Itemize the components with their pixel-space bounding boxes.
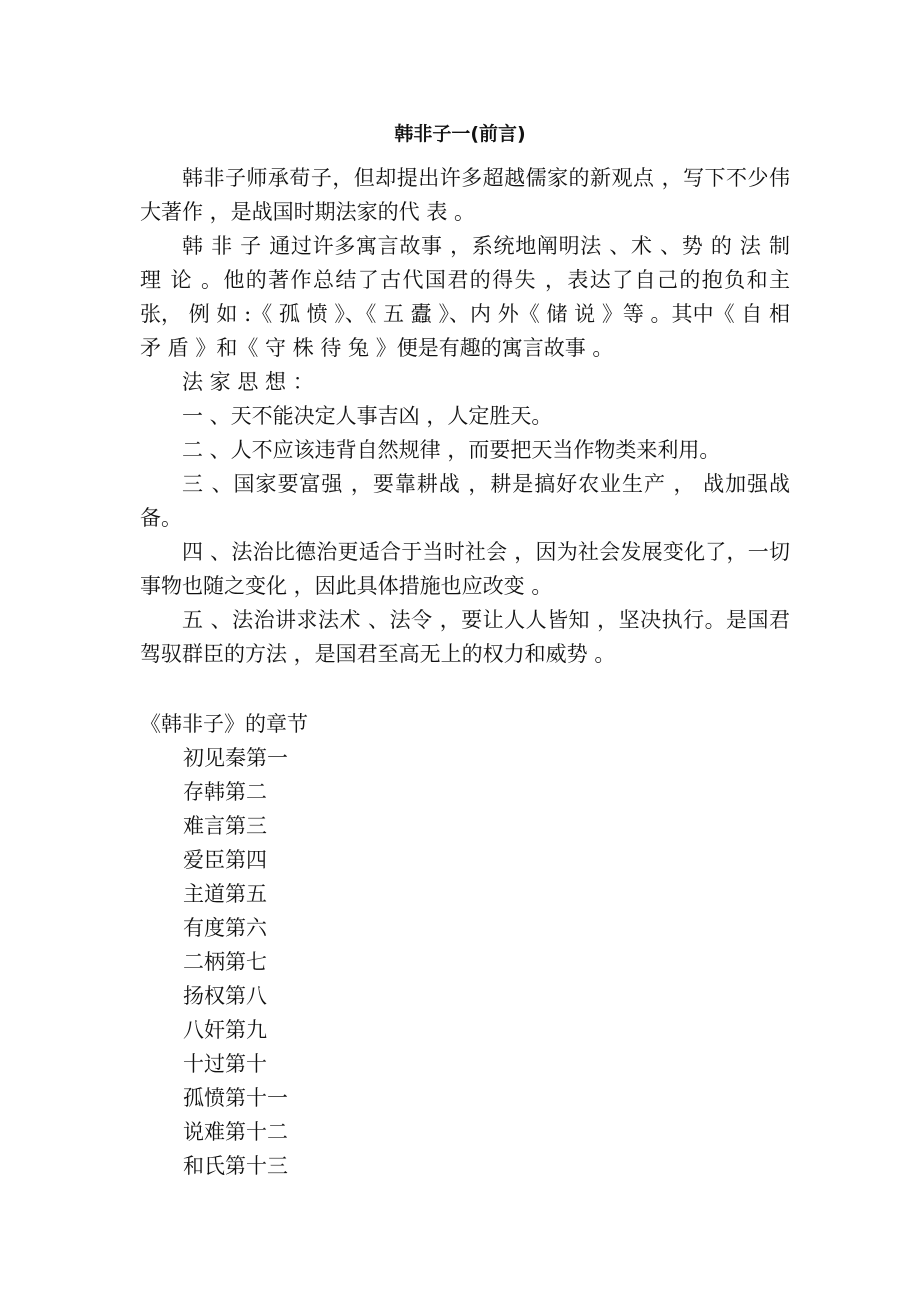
paragraph-thought-heading: 法 家 思 想 ： [182, 370, 314, 394]
document-body [140, 161, 790, 671]
chapter-item: 孤愤第十一 [183, 1086, 288, 1110]
chapter-item: 扬权第八 [183, 984, 267, 1008]
paragraph-point-4: 四 、法治比德治更适合于当时社会 ，因为社会发展变化了，一切事物也随之变化 ，因此具体措施也应改变 。 [140, 540, 790, 598]
chapter-item: 有度第六 [183, 916, 267, 940]
chapter-item: 存韩第二 [183, 780, 267, 804]
chapter-item: 八奸第九 [183, 1018, 267, 1042]
chapter-item: 难言第三 [183, 814, 267, 838]
chapter-item: 主道第五 [183, 882, 267, 906]
chapter-item: 二柄第七 [183, 950, 267, 974]
chapter-list [183, 741, 288, 1183]
chapter-item: 初见秦第一 [183, 746, 288, 770]
paragraph-point-3: 三 、国家要富强 ，要靠耕战 ，耕是搞好农业生产 ， 战加强战备。 [140, 472, 790, 530]
chapter-item: 十过第十 [183, 1052, 267, 1076]
chapter-item: 爱臣第四 [183, 848, 267, 872]
document-title: 韩非子一(前言) [394, 123, 526, 145]
paragraph-point-1: 一 、天不能决定人事吉凶 ，人定胜天。 [182, 404, 553, 428]
paragraph-point-5: 五 、法治讲求法术 、法令 ，要让人人皆知 ，坚决执行。是国君驾驭群臣的方法 ，是国君至高无上的权力和威势 。 [140, 608, 790, 666]
paragraph-intro: 韩非子师承荀子，但却提出许多超越儒家的新观点 ，写下不少伟大著作 ，是战国时期法家的代 表 。 [140, 166, 790, 224]
paragraph-works: 韩 非 子 通过许多寓言故事 ，系统地阐明法 、术 、势 的 法 制 理 论 。他的著作总结了古代国君的得失 ，表达了自己的抱负和主张， 例 如 :《 孤 愤 》、《 五 蠹 》、内 外《 储 说 》等 。其中《 自 相 矛 盾 》和《 守 株 待 兔 》便是有趣的寓言故事 。 [140, 234, 790, 360]
chapter-item: 和氏第十三 [183, 1154, 288, 1178]
toc-heading: 《韩非子》的章节 [140, 712, 308, 736]
chapter-item: 说难第十二 [183, 1120, 288, 1144]
paragraph-point-2: 二 、人不应该违背自然规律 ，而要把天当作物类来利用。 [182, 438, 721, 462]
